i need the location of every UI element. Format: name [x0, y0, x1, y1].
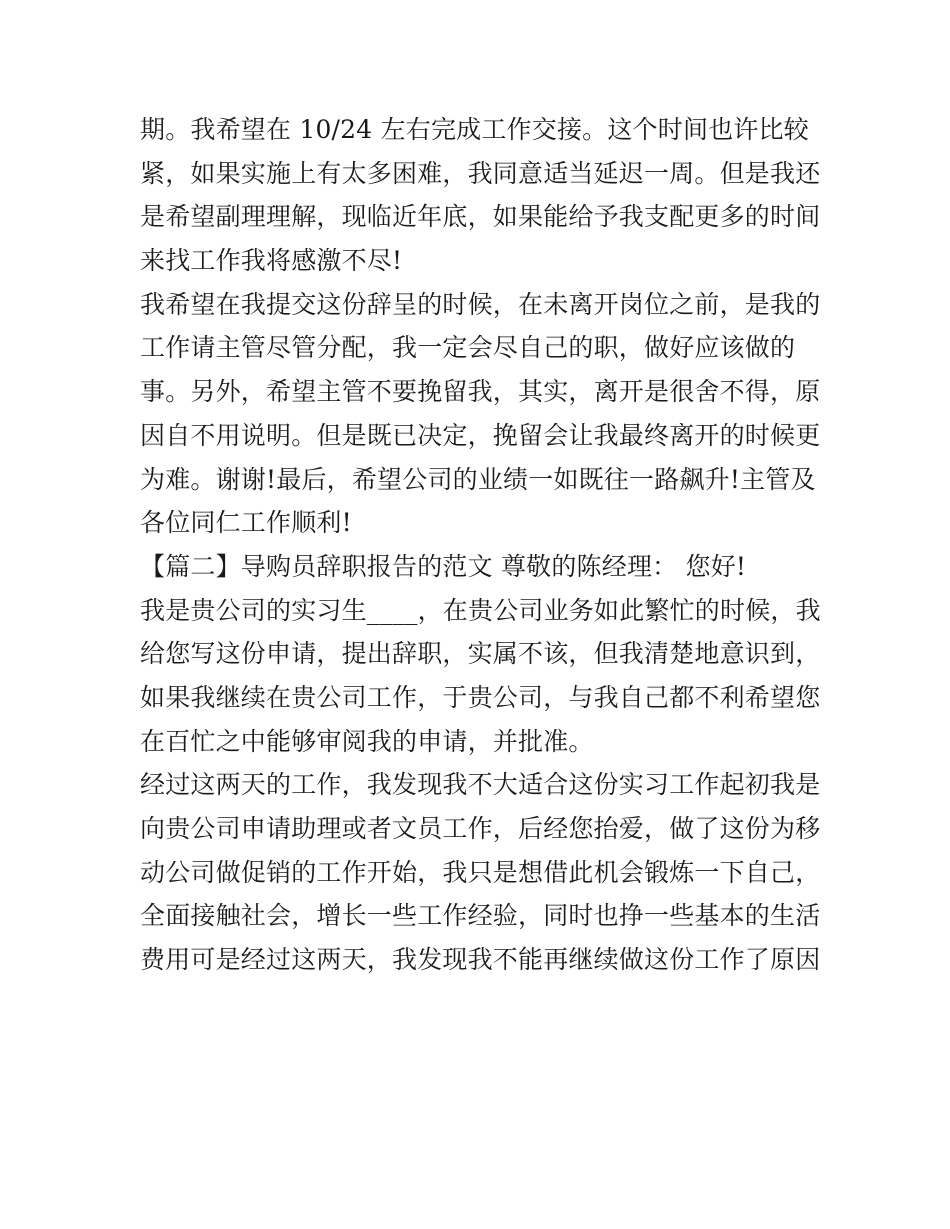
text-line: 我是贵公司的实习生____，在贵公司业务如此繁忙的时候，我 — [140, 595, 821, 625]
text-line: 经过这两天的工作，我发现我不大适合这份实习工作起初我是 — [140, 770, 821, 800]
text-line: 全面接触社会，增长一些工作经验，同时也挣一些基本的生活 — [140, 901, 821, 931]
section-heading-line: 【篇二】导购员辞职报告的范文 尊敬的陈经理： 您好! — [140, 551, 747, 581]
text-line: 我希望在我提交这份辞呈的时候，在未离开岗位之前，是我的 — [140, 289, 821, 319]
text-line: 向贵公司申请助理或者文员工作，后经您抬爱，做了这份为移 — [140, 814, 821, 843]
text-line: 费用可是经过这两天，我发现我不能再继续做这份工作了原因 — [140, 945, 821, 975]
text-line: 在百忙之中能够审阅我的申请，并批准。 — [140, 726, 594, 756]
text-line: 因自不用说明。但是既已决定，挽留会让我最终离开的时候更 — [140, 420, 821, 450]
text-line: 期。我希望在 10/24 左右完成工作交接。这个时间也许比较 — [140, 115, 809, 144]
text-line: 来找工作我将感激不尽! — [140, 246, 403, 276]
text-line: 工作请主管尽管分配，我一定会尽自己的职，做好应该做的 — [140, 333, 796, 363]
text-line: 紧，如果实施上有太多困难，我同意适当延迟一周。但是我还 — [140, 158, 821, 188]
document-body — [140, 108, 820, 982]
text-line: 是希望副理理解，现临近年底，如果能给予我支配更多的时间 — [140, 202, 821, 232]
text-line: 为难。谢谢!最后，希望公司的业绩一如既往一路飙升!主管及 — [140, 464, 816, 494]
text-line: 事。另外，希望主管不要挽留我，其实，离开是很舍不得，原 — [140, 377, 821, 407]
text-line: 各位同仁工作顺利! — [140, 508, 352, 538]
text-line: 动公司做促销的工作开始，我只是想借此机会锻炼一下自己， — [140, 857, 821, 887]
text-line: 如果我继续在贵公司工作，于贵公司，与我自己都不利希望您 — [140, 682, 821, 712]
text-line: 给您写这份申请，提出辞职，实属不该，但我清楚地意识到， — [140, 639, 821, 669]
